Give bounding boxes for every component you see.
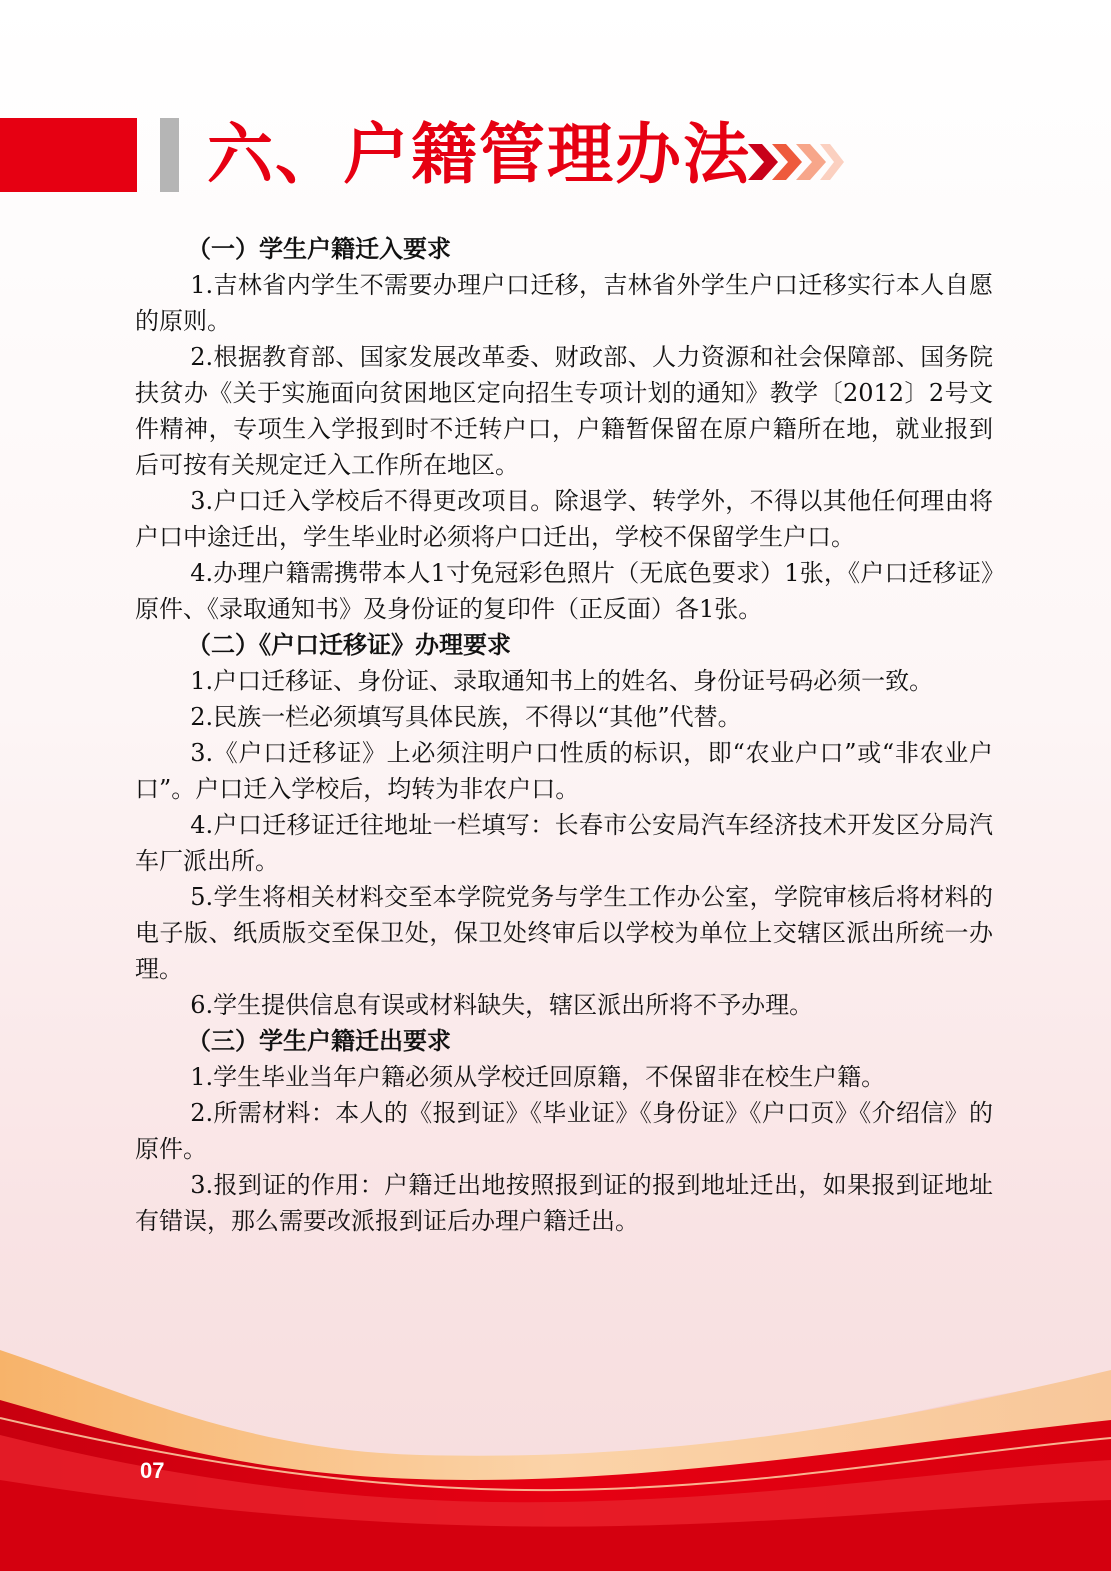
section bbox=[135, 231, 993, 627]
paragraph: 4.户口迁移证迁往地址一栏填写：长春市公安局汽车经济技术开发区分局汽车厂派出所。 bbox=[135, 811, 993, 875]
paragraph: 4.办理户籍需携带本人1寸免冠彩色照片（无底色要求）1张，《户口迁移证》原件、《录取通知书》及身份证的复印件（正反面）各1张。 bbox=[135, 559, 993, 623]
paragraph: 2.根据教育部、国家发展改革委、财政部、人力资源和社会保障部、国务院扶贫办《关于实施面向贫困地区定向招生专项计划的通知》教学〔2012〕2号文件精神，专项生入学报到时不迁转户口，户籍暂保留在原户籍所在地，就业报到后可按有关规定迁入工作所在地区。 bbox=[135, 343, 993, 479]
paragraph: 1.吉林省内学生不需要办理户口迁移，吉林省外学生户口迁移实行本人自愿的原则。 bbox=[135, 271, 993, 335]
paragraph: 6.学生提供信息有误或材料缺失，辖区派出所将不予办理。 bbox=[190, 991, 814, 1019]
decorative-wave bbox=[0, 1330, 1111, 1571]
section bbox=[135, 1023, 993, 1239]
paragraph: 5.学生将相关材料交至本学院党务与学生工作办公室，学院审核后将材料的电子版、纸质版交至保卫处，保卫处终审后以学校为单位上交辖区派出所统一办理。 bbox=[135, 883, 993, 983]
section bbox=[135, 627, 993, 1023]
paragraph: 2.民族一栏必须填写具体民族，不得以“其他”代替。 bbox=[190, 703, 742, 731]
title-red-bar bbox=[0, 118, 137, 192]
section-heading: （三）学生户籍迁出要求 bbox=[187, 1027, 451, 1055]
page-title: 六、户籍管理办法 bbox=[207, 115, 751, 193]
paragraph: 2.所需材料：本人的《报到证》《毕业证》《身份证》《户口页》《介绍信》的原件。 bbox=[135, 1099, 993, 1163]
paragraph: 3.户口迁入学校后不得更改项目。除退学、转学外，不得以其他任何理由将户口中途迁出，学生毕业时必须将户口迁出，学校不保留学生户口。 bbox=[135, 487, 993, 551]
section-heading: （一）学生户籍迁入要求 bbox=[187, 235, 451, 263]
page-number: 07 bbox=[140, 1458, 165, 1483]
paragraph: 1.学生毕业当年户籍必须从学校迁回原籍，不保留非在校生户籍。 bbox=[190, 1063, 886, 1091]
main-content bbox=[135, 231, 993, 1239]
section-heading: （二）《户口迁移证》办理要求 bbox=[187, 631, 511, 659]
chevron-right-icon bbox=[748, 136, 848, 188]
paragraph: 3.《户口迁移证》上必须注明户口性质的标识，即“农业户口”或“非农业户口”。户口迁入学校后，均转为非农户口。 bbox=[135, 739, 993, 803]
title-gray-divider bbox=[160, 118, 179, 192]
paragraph: 1.户口迁移证、身份证、录取通知书上的姓名、身份证号码必须一致。 bbox=[190, 667, 934, 695]
paragraph: 3.报到证的作用：户籍迁出地按照报到证的报到地址迁出，如果报到证地址有错误，那么需要改派报到证后办理户籍迁出。 bbox=[135, 1171, 993, 1235]
